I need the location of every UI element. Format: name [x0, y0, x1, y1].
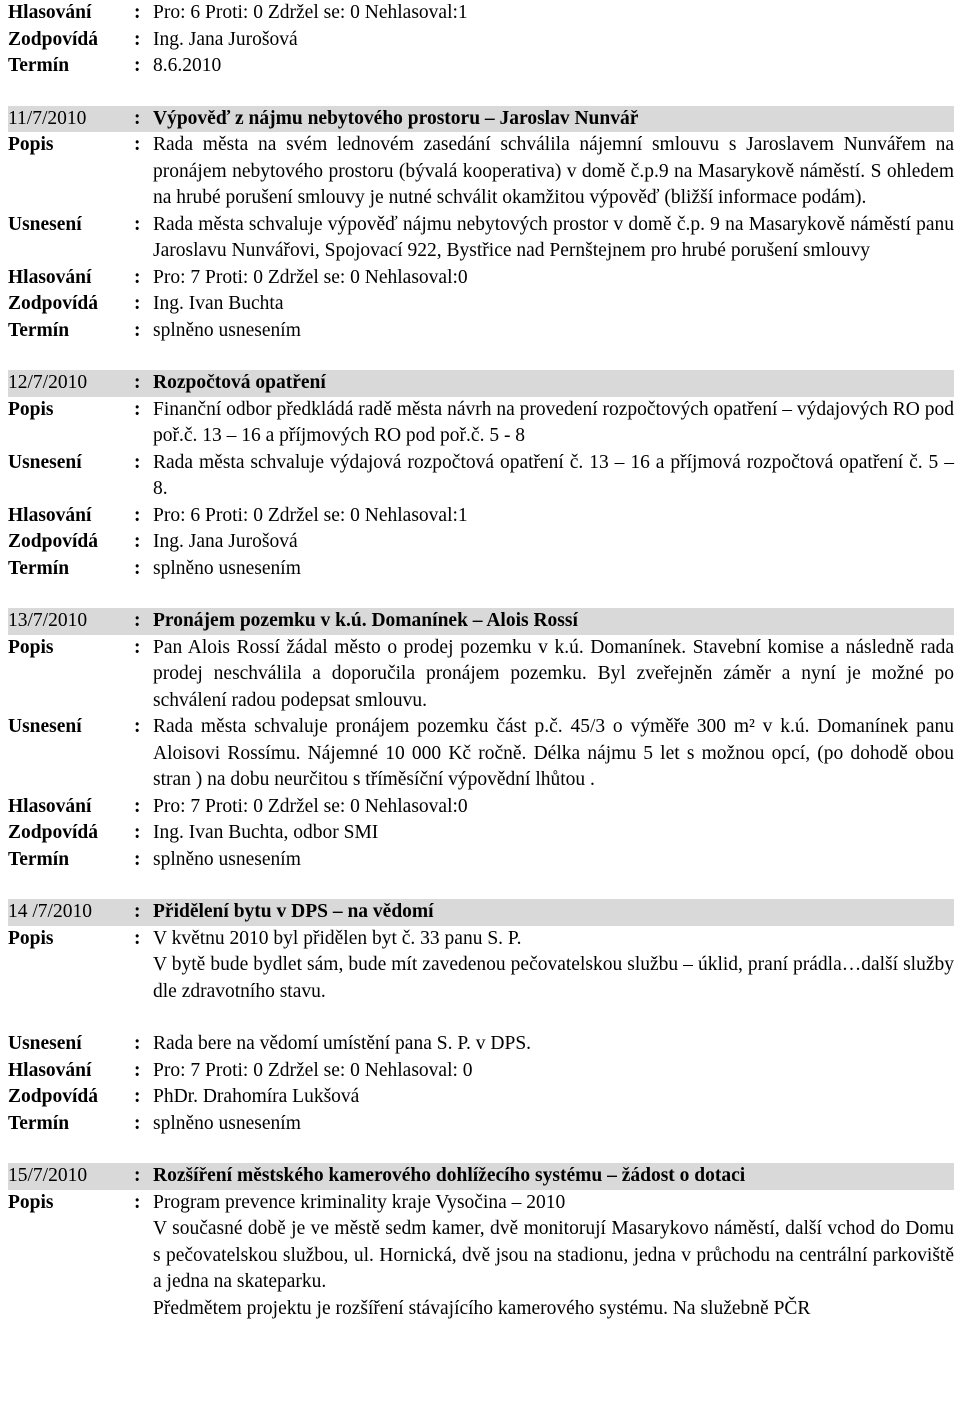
popis-row: [8, 1190, 954, 1323]
popis-text: Program prevence kriminality kraje Vysočina – 2010 V současné době je ve městě sedm kamer, dvě monitorují Masarykovo náměstí, další vchod do Domu s pečovatelskou službou, ul. Hornická, dvě jsou na stadionu, jedna v průchodu na centrální parkoviště a jedna na skateparku. Předmětem projektu je rozšíření stávajícího kamerového systému. Na služebně PČR: [153, 1191, 954, 1319]
colon: :: [134, 28, 141, 50]
top-block: [8, 0, 954, 80]
popis-text: Pan Alois Rossí žádal město o prodej pozemku v k.ú. Domanínek. Stavební komise a následně rada prodej neschválila a doporučila pronájem pozemku. Byl zveřejněn záměr a nyní je možné po schválení radou podepsat smlouvu.: [153, 636, 954, 711]
hlasovani-row: [8, 0, 954, 27]
hlasovani-value: Pro: 7 Proti: 0 Zdržel se: 0 Nehlasoval:0: [153, 266, 468, 288]
colon: :: [134, 319, 141, 341]
zodpovida-label: Zodpovídá: [8, 531, 98, 552]
agenda-item: [8, 370, 954, 582]
usneseni-text: Rada města schvaluje pronájem pozemku část p.č. 45/3 o výměře 300 m² v k.ú. Domanínek panu Aloisovi Rossímu. Nájemné 10 000 Kč ročně. Délka nájmu 5 let s možnou opcí, (po dohodě obou stran ) na dobu neurčitou s tříměsíční výpovědní lhůtou .: [153, 716, 954, 790]
colon: :: [134, 927, 141, 949]
item-title: Rozšíření městského kamerového dohlížecího systému – žádost o dotaci: [153, 1165, 746, 1186]
colon: :: [134, 531, 141, 552]
termin-value: splněno usnesením: [153, 557, 301, 579]
zodpovida-label: Zodpovídá: [8, 1086, 98, 1107]
termin-value: 8.6.2010: [153, 55, 222, 76]
zodpovida-label: Zodpovídá: [8, 28, 98, 50]
spacer: [8, 1005, 954, 1031]
zodpovida-row: [8, 27, 954, 54]
agenda-item: [8, 1163, 954, 1322]
colon: :: [134, 822, 141, 843]
termin-label: Termín: [8, 55, 70, 76]
agenda-item: [8, 608, 954, 873]
colon: :: [134, 716, 141, 737]
popis-label: Popis: [8, 398, 54, 420]
popis-text: Rada města na svém lednovém zasedání schválila nájemní smlouvu s Jaroslavem Nunvářem na pronájem nebytového prostoru (bývalá kooperativa) v domě č.p.9 na Masarykově náměstí. S ohledem na hrubé porušení smlouvy je nutné schválit okamžitou výpověď (bližší informace podám).: [153, 134, 954, 208]
colon: :: [134, 795, 141, 817]
termin-label: Termín: [8, 848, 70, 870]
usneseni-label: Usnesení: [8, 213, 82, 235]
colon: :: [134, 398, 141, 420]
item-number: 15/7/2010: [8, 1165, 88, 1186]
colon: :: [134, 1165, 141, 1186]
hlasovani-row: [8, 503, 954, 530]
hlasovani-value: Pro: 6 Proti: 0 Zdržel se: 0 Nehlasoval:1: [153, 504, 468, 526]
hlasovani-value: Pro: 6 Proti: 0 Zdržel se: 0 Nehlasoval:1: [153, 2, 468, 23]
zodpovida-row: [8, 529, 954, 556]
termin-label: Termín: [8, 1112, 70, 1134]
colon: :: [134, 1086, 141, 1107]
agenda-item: [8, 899, 954, 1137]
hlasovani-row: [8, 1058, 954, 1085]
zodpovida-value: Ing. Ivan Buchta, odbor SMI: [153, 822, 379, 843]
item-number: 13/7/2010: [8, 610, 88, 631]
colon: :: [134, 636, 141, 658]
usneseni-text: Rada města schvaluje výpověď nájmu nebytových prostor v domě č.p. 9 na Masarykově náměstí panu Jaroslavu Nunvářovi, Spojovací 922, Bystřice nad Pernštejnem pro hrubé porušení smlouvy: [153, 213, 954, 261]
item-heading: [8, 608, 954, 635]
popis-text: V květnu 2010 byl přidělen byt č. 33 panu S. P. V bytě bude bydlet sám, bude mít zavedenou pečovatelskou službu – úklid, praní prádla…další služby dle zdravotního stavu.: [153, 927, 954, 1002]
hlasovani-value: Pro: 7 Proti: 0 Zdržel se: 0 Nehlasoval: 0: [153, 1059, 473, 1081]
termin-label: Termín: [8, 557, 70, 579]
termin-row: [8, 53, 954, 80]
termin-value: splněno usnesením: [153, 848, 301, 870]
termin-value: splněno usnesením: [153, 1112, 301, 1134]
colon: :: [134, 134, 141, 155]
colon: :: [134, 293, 141, 314]
hlasovani-row: [8, 265, 954, 292]
termin-row: [8, 318, 954, 345]
popis-row: [8, 397, 954, 450]
usneseni-label: Usnesení: [8, 1033, 82, 1054]
zodpovida-value: PhDr. Drahomíra Lukšová: [153, 1086, 360, 1107]
popis-text: Finanční odbor předkládá radě města návrh na provedení rozpočtových opatření – výdajových RO pod poř.č. 13 – 16 a příjmových RO pod poř.č. 5 - 8: [153, 398, 954, 446]
zodpovida-row: [8, 291, 954, 318]
popis-label: Popis: [8, 134, 54, 155]
hlasovani-label: Hlasování: [8, 266, 92, 288]
popis-label: Popis: [8, 927, 54, 949]
usneseni-text: Rada města schvaluje výdajová rozpočtová opatření č. 13 – 16 a příjmová rozpočtová opatření č. 5 – 8.: [153, 451, 954, 499]
colon: :: [134, 266, 141, 288]
usneseni-label: Usnesení: [8, 716, 82, 737]
colon: :: [134, 504, 141, 526]
zodpovida-label: Zodpovídá: [8, 822, 98, 843]
colon: :: [134, 55, 141, 76]
hlasovani-label: Hlasování: [8, 2, 92, 23]
item-title: Výpověď z nájmu nebytového prostoru – Jaroslav Nunvář: [153, 107, 639, 129]
colon: :: [134, 1033, 141, 1054]
colon: :: [134, 1059, 141, 1081]
colon: :: [134, 610, 141, 631]
zodpovida-row: [8, 820, 954, 847]
colon: :: [134, 2, 141, 23]
colon: :: [134, 1191, 141, 1213]
termin-row: [8, 1111, 954, 1138]
usneseni-label: Usnesení: [8, 451, 82, 473]
termin-label: Termín: [8, 319, 70, 341]
popis-label: Popis: [8, 636, 54, 658]
popis-row: [8, 635, 954, 715]
usneseni-text: Rada bere na vědomí umístění pana S. P. v DPS.: [153, 1033, 532, 1054]
colon: :: [134, 213, 141, 235]
hlasovani-label: Hlasování: [8, 795, 92, 817]
colon: :: [134, 451, 141, 473]
hlasovani-label: Hlasování: [8, 1059, 92, 1081]
usneseni-row: [8, 714, 954, 794]
colon: :: [134, 1112, 141, 1134]
zodpovida-label: Zodpovídá: [8, 293, 98, 314]
item-title: Pronájem pozemku v k.ú. Domanínek – Alois Rossí: [153, 610, 578, 631]
termin-value: splněno usnesením: [153, 319, 301, 341]
item-heading: [8, 370, 954, 397]
item-heading: [8, 899, 954, 926]
termin-row: [8, 847, 954, 874]
colon: :: [134, 557, 141, 579]
zodpovida-value: Ing. Ivan Buchta: [153, 293, 284, 314]
item-number: 12/7/2010: [8, 372, 88, 393]
usneseni-row: [8, 1031, 954, 1058]
item-number: 11/7/2010: [8, 107, 87, 129]
usneseni-row: [8, 212, 954, 265]
zodpovida-value: Ing. Jana Jurošová: [153, 531, 298, 552]
colon: :: [134, 372, 141, 393]
colon: :: [134, 901, 141, 922]
colon: :: [134, 107, 141, 129]
popis-label: Popis: [8, 1191, 54, 1213]
item-number: 14 /7/2010: [8, 901, 92, 922]
hlasovani-value: Pro: 7 Proti: 0 Zdržel se: 0 Nehlasoval:0: [153, 795, 468, 817]
popis-row: [8, 926, 954, 1006]
item-title: Přidělení bytu v DPS – na vědomí: [153, 901, 434, 922]
zodpovida-row: [8, 1084, 954, 1111]
colon: :: [134, 848, 141, 870]
item-title: Rozpočtová opatření: [153, 372, 326, 393]
zodpovida-value: Ing. Jana Jurošová: [153, 28, 298, 50]
item-heading: [8, 1163, 954, 1190]
usneseni-row: [8, 450, 954, 503]
popis-row: [8, 132, 954, 212]
termin-row: [8, 556, 954, 583]
hlasovani-label: Hlasování: [8, 504, 92, 526]
hlasovani-row: [8, 794, 954, 821]
agenda-item: [8, 106, 954, 345]
item-heading: [8, 106, 954, 133]
